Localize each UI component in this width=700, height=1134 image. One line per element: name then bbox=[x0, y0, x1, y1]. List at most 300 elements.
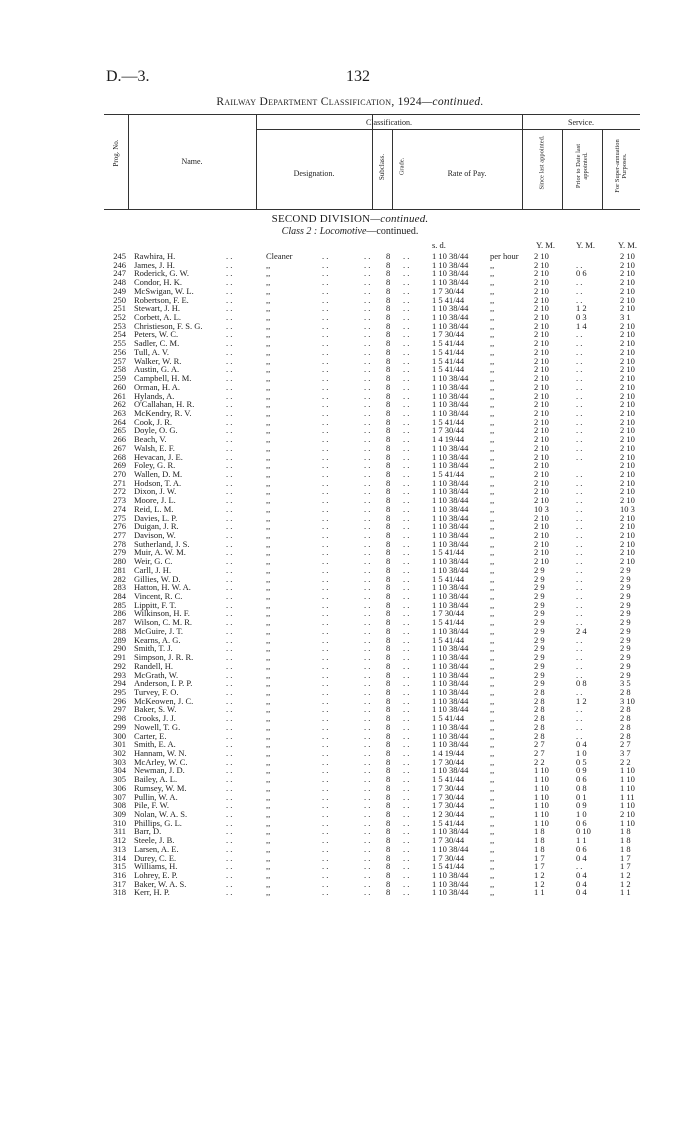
row-leader-dots: . . bbox=[364, 416, 371, 427]
row-prior-to-date: 0 5 bbox=[576, 756, 587, 767]
row-rate: 1 5 41/44 bbox=[432, 634, 465, 645]
row-leader-dots: . . bbox=[364, 364, 371, 375]
row-designation: ,, bbox=[266, 338, 271, 349]
row-leader-dots: . . bbox=[322, 652, 329, 663]
row-rate: 1 10 38/44 bbox=[432, 556, 469, 567]
row-name: Lohrey, E. P. bbox=[134, 870, 178, 881]
row-subclass: 8 bbox=[386, 678, 391, 689]
row-rate: 1 10 38/44 bbox=[432, 591, 469, 602]
row-leader-dots: . . bbox=[403, 451, 410, 462]
row-designation: ,, bbox=[266, 329, 271, 340]
row-subclass: 8 bbox=[386, 547, 391, 558]
row-since-last: 2 10 bbox=[534, 390, 549, 401]
row-superannuation: 1 11 bbox=[620, 791, 635, 802]
row-since-last: 1 7 bbox=[534, 861, 545, 872]
row-since-last: 2 9 bbox=[534, 660, 545, 671]
row-rate-unit: ,, bbox=[490, 451, 495, 462]
row-superannuation: 2 10 bbox=[620, 285, 635, 296]
row-name: Steele, J. B. bbox=[134, 835, 175, 846]
table-row bbox=[0, 461, 700, 470]
row-subclass: 8 bbox=[386, 530, 391, 540]
row-leader-dots: . . bbox=[403, 643, 410, 654]
row-superannuation: 2 10 bbox=[620, 390, 635, 401]
row-name: Austin, G. A. bbox=[134, 364, 180, 375]
row-since-last: 2 9 bbox=[534, 591, 545, 602]
row-leader-dots: . . bbox=[403, 355, 410, 366]
row-superannuation: 2 2 bbox=[620, 756, 631, 767]
row-number: 311 bbox=[113, 826, 126, 837]
table-row bbox=[0, 505, 700, 514]
row-designation: ,, bbox=[266, 870, 271, 881]
row-leader-dots: . . bbox=[322, 268, 329, 279]
table-row bbox=[0, 287, 700, 296]
row-designation: ,, bbox=[266, 259, 271, 270]
table-row bbox=[0, 793, 700, 802]
row-leader-dots: . . bbox=[226, 538, 233, 549]
row-number: 254 bbox=[113, 329, 126, 340]
row-subclass: 8 bbox=[386, 625, 391, 636]
row-leader-dots: . . bbox=[322, 678, 329, 689]
row-leader-dots: . . bbox=[226, 285, 233, 296]
division-name: SECOND DIVISION bbox=[271, 213, 371, 225]
row-superannuation: 2 10 bbox=[620, 294, 635, 305]
row-since-last: 2 8 bbox=[534, 686, 545, 697]
row-number: 299 bbox=[113, 721, 126, 732]
row-leader-dots: . . bbox=[403, 608, 410, 619]
row-prior-to-date: . . bbox=[576, 686, 583, 697]
row-superannuation: 2 10 bbox=[620, 486, 635, 497]
row-superannuation: 2 8 bbox=[620, 721, 631, 732]
row-name: Rumsey, W. M. bbox=[134, 782, 187, 793]
row-rate-unit: ,, bbox=[490, 826, 495, 837]
row-prior-to-date: . . bbox=[576, 399, 583, 410]
row-rate: 1 10 38/44 bbox=[432, 686, 469, 697]
row-subclass: 8 bbox=[386, 468, 391, 479]
row-leader-dots: . . bbox=[364, 338, 371, 349]
row-rate: 1 7 30/44 bbox=[432, 756, 465, 767]
row-rate-unit: ,, bbox=[490, 294, 495, 305]
row-since-last: 2 10 bbox=[534, 277, 549, 288]
row-leader-dots: . . bbox=[322, 870, 329, 881]
row-number: 250 bbox=[113, 294, 126, 305]
row-rate: 1 10 38/44 bbox=[432, 451, 469, 462]
row-superannuation: 2 9 bbox=[620, 634, 631, 645]
row-leader-dots: . . bbox=[403, 782, 410, 793]
row-leader-dots: . . bbox=[322, 259, 329, 270]
row-subclass: 8 bbox=[386, 259, 391, 270]
row-prior-to-date: . . bbox=[576, 643, 583, 654]
row-prior-to-date: . . bbox=[576, 861, 583, 872]
row-leader-dots: . . bbox=[364, 285, 371, 296]
row-rate-unit: ,, bbox=[490, 643, 495, 654]
table-row bbox=[0, 522, 700, 531]
row-rate-unit: ,, bbox=[490, 285, 495, 296]
table-row bbox=[0, 854, 700, 863]
row-leader-dots: . . bbox=[322, 495, 329, 506]
row-leader-dots: . . bbox=[322, 591, 329, 602]
row-leader-dots: . . bbox=[226, 329, 233, 340]
row-rate: 1 7 30/44 bbox=[432, 835, 465, 846]
row-leader-dots: . . bbox=[322, 564, 329, 575]
table-row bbox=[0, 627, 700, 636]
row-leader-dots: . . bbox=[403, 486, 410, 497]
row-number: 288 bbox=[113, 625, 126, 636]
row-leader-dots: . . bbox=[322, 285, 329, 296]
row-name: McKeowen, J. C. bbox=[134, 695, 194, 706]
row-leader-dots: . . bbox=[364, 852, 371, 863]
row-designation: ,, bbox=[266, 407, 271, 418]
row-rate-unit: ,, bbox=[490, 678, 495, 689]
row-rate: 1 10 38/44 bbox=[432, 399, 469, 410]
row-since-last: 1 8 bbox=[534, 835, 545, 846]
row-name: Davies, L. P. bbox=[134, 512, 178, 523]
table-row bbox=[0, 583, 700, 592]
row-rate-unit: ,, bbox=[490, 573, 495, 584]
row-leader-dots: . . bbox=[322, 320, 329, 331]
row-since-last: 1 10 bbox=[534, 765, 549, 776]
row-name: Smith, T. J. bbox=[134, 643, 173, 654]
row-number: 303 bbox=[113, 756, 126, 767]
row-number: 252 bbox=[113, 312, 126, 323]
row-name: Barr, D. bbox=[134, 826, 162, 837]
row-designation: ,, bbox=[266, 617, 271, 628]
row-since-last: 2 8 bbox=[534, 721, 545, 732]
row-since-last: 1 10 bbox=[534, 809, 549, 819]
row-prior-to-date: . . bbox=[576, 355, 583, 366]
row-superannuation: 2 10 bbox=[620, 407, 635, 418]
row-rate: 1 5 41/44 bbox=[432, 416, 465, 427]
row-prior-to-date: 0 8 bbox=[576, 782, 587, 793]
row-rate: 1 7 30/44 bbox=[432, 791, 465, 802]
row-leader-dots: . . bbox=[403, 809, 410, 819]
row-superannuation: 2 9 bbox=[620, 669, 631, 680]
row-name: Pile, F. W. bbox=[134, 800, 169, 811]
row-leader-dots: . . bbox=[403, 774, 410, 785]
table-row bbox=[0, 609, 700, 618]
row-name: Wilson, C. M. R. bbox=[134, 617, 192, 628]
row-rate: 1 10 38/44 bbox=[432, 582, 469, 593]
table-row bbox=[0, 827, 700, 836]
row-leader-dots: . . bbox=[364, 556, 371, 567]
row-designation: ,, bbox=[266, 521, 271, 532]
row-rate: 1 10 38/44 bbox=[432, 660, 469, 671]
row-subclass: 8 bbox=[386, 303, 391, 314]
row-rate-unit: per hour bbox=[490, 251, 519, 261]
row-leader-dots: . . bbox=[403, 843, 410, 854]
row-leader-dots: . . bbox=[403, 338, 410, 349]
row-since-last: 1 10 bbox=[534, 817, 549, 828]
row-leader-dots: . . bbox=[226, 861, 233, 872]
row-designation: ,, bbox=[266, 660, 271, 671]
row-name: Stewart, J. H. bbox=[134, 303, 181, 314]
row-leader-dots: . . bbox=[364, 442, 371, 453]
row-rate: 1 7 30/44 bbox=[432, 608, 465, 619]
row-designation: ,, bbox=[266, 530, 271, 540]
row-superannuation: 2 10 bbox=[620, 259, 635, 270]
row-leader-dots: . . bbox=[403, 390, 410, 401]
row-leader-dots: . . bbox=[403, 503, 410, 514]
row-rate-unit: ,, bbox=[490, 652, 495, 663]
row-name: Roderick, G. W. bbox=[134, 268, 190, 279]
row-leader-dots: . . bbox=[226, 713, 233, 724]
row-leader-dots: . . bbox=[226, 774, 233, 785]
row-since-last: 2 10 bbox=[534, 320, 549, 331]
row-subclass: 8 bbox=[386, 407, 391, 418]
row-leader-dots: . . bbox=[322, 739, 329, 750]
row-leader-dots: . . bbox=[403, 652, 410, 663]
row-name: Moore, J. L. bbox=[134, 495, 176, 506]
row-leader-dots: . . bbox=[403, 303, 410, 314]
row-leader-dots: . . bbox=[226, 704, 233, 715]
row-since-last: 2 10 bbox=[534, 407, 549, 418]
row-leader-dots: . . bbox=[364, 355, 371, 366]
row-leader-dots: . . bbox=[364, 477, 371, 488]
row-leader-dots: . . bbox=[226, 495, 233, 506]
row-leader-dots: . . bbox=[322, 669, 329, 680]
row-prior-to-date: 0 6 bbox=[576, 268, 587, 279]
row-leader-dots: . . bbox=[403, 259, 410, 270]
row-since-last: 2 10 bbox=[534, 434, 549, 445]
row-since-last: 10 3 bbox=[534, 503, 549, 514]
row-leader-dots: . . bbox=[322, 381, 329, 392]
header-classification: Classification. bbox=[366, 118, 412, 127]
row-number: 279 bbox=[113, 547, 126, 558]
row-name: Weir, G. C. bbox=[134, 556, 173, 567]
row-leader-dots: . . bbox=[226, 660, 233, 671]
row-number: 280 bbox=[113, 556, 126, 567]
row-name: Sutherland, J. S. bbox=[134, 538, 190, 549]
row-leader-dots: . . bbox=[322, 608, 329, 619]
row-number: 258 bbox=[113, 364, 126, 375]
row-number: 295 bbox=[113, 686, 126, 697]
table-header bbox=[104, 114, 640, 210]
row-leader-dots: . . bbox=[364, 704, 371, 715]
row-prior-to-date: 0 4 bbox=[576, 852, 587, 863]
row-leader-dots: . . bbox=[403, 704, 410, 715]
table-row bbox=[0, 479, 700, 488]
row-designation: ,, bbox=[266, 721, 271, 732]
row-prior-to-date: 0 9 bbox=[576, 800, 587, 811]
row-number: 282 bbox=[113, 573, 126, 584]
row-superannuation: 2 10 bbox=[620, 416, 635, 427]
row-number: 306 bbox=[113, 782, 126, 793]
row-designation: ,, bbox=[266, 713, 271, 724]
row-leader-dots: . . bbox=[226, 730, 233, 741]
row-leader-dots: . . bbox=[364, 878, 371, 889]
row-since-last: 2 10 bbox=[534, 399, 549, 410]
row-name: Crooks, J. J. bbox=[134, 713, 176, 724]
row-superannuation: 1 7 bbox=[620, 861, 631, 872]
row-designation: ,, bbox=[266, 503, 271, 514]
row-designation: ,, bbox=[266, 599, 271, 610]
row-leader-dots: . . bbox=[322, 800, 329, 811]
row-since-last: 2 10 bbox=[534, 477, 549, 488]
row-rate: 1 10 38/44 bbox=[432, 259, 469, 270]
row-name: Hevacan, J. E. bbox=[134, 451, 183, 462]
row-rate-unit: ,, bbox=[490, 416, 495, 427]
row-superannuation: 2 10 bbox=[620, 268, 635, 279]
row-number: 304 bbox=[113, 765, 126, 776]
row-superannuation: 10 3 bbox=[620, 503, 635, 514]
row-name: Hodson, T. A. bbox=[134, 477, 182, 488]
row-leader-dots: . . bbox=[226, 460, 233, 471]
row-leader-dots: . . bbox=[364, 826, 371, 837]
row-name: Walsh, E. F. bbox=[134, 442, 175, 453]
table-row bbox=[0, 671, 700, 680]
row-leader-dots: . . bbox=[226, 756, 233, 767]
row-subclass: 8 bbox=[386, 477, 391, 488]
row-rate-unit: ,, bbox=[490, 486, 495, 497]
row-leader-dots: . . bbox=[403, 582, 410, 593]
row-superannuation: 2 9 bbox=[620, 591, 631, 602]
row-designation: ,, bbox=[266, 591, 271, 602]
row-leader-dots: . . bbox=[226, 303, 233, 314]
row-leader-dots: . . bbox=[403, 407, 410, 418]
row-designation: ,, bbox=[266, 695, 271, 706]
row-leader-dots: . . bbox=[226, 486, 233, 497]
row-rate-unit: ,, bbox=[490, 495, 495, 506]
row-leader-dots: . . bbox=[364, 407, 371, 418]
row-leader-dots: . . bbox=[364, 617, 371, 628]
row-subclass: 8 bbox=[386, 338, 391, 349]
row-leader-dots: . . bbox=[322, 303, 329, 314]
row-leader-dots: . . bbox=[322, 442, 329, 453]
row-since-last: 1 10 bbox=[534, 782, 549, 793]
row-superannuation: 2 10 bbox=[620, 346, 635, 357]
row-name: Robertson, F. E. bbox=[134, 294, 189, 305]
row-leader-dots: . . bbox=[364, 660, 371, 671]
row-leader-dots: . . bbox=[322, 774, 329, 785]
row-subclass: 8 bbox=[386, 809, 391, 819]
row-name: Kearns, A. G. bbox=[134, 634, 181, 645]
table-row bbox=[0, 714, 700, 723]
row-rate-unit: ,, bbox=[490, 277, 495, 288]
row-rate-unit: ,, bbox=[490, 817, 495, 828]
row-rate: 1 10 38/44 bbox=[432, 381, 469, 392]
row-since-last: 2 9 bbox=[534, 678, 545, 689]
class-heading bbox=[0, 226, 700, 237]
row-designation: ,, bbox=[266, 800, 271, 811]
row-leader-dots: . . bbox=[403, 756, 410, 767]
row-since-last: 2 10 bbox=[534, 268, 549, 279]
row-since-last: 2 10 bbox=[534, 364, 549, 375]
row-subclass: 8 bbox=[386, 800, 391, 811]
row-rate-unit: ,, bbox=[490, 320, 495, 331]
row-leader-dots: . . bbox=[364, 451, 371, 462]
row-number: 262 bbox=[113, 399, 126, 410]
row-since-last: 2 10 bbox=[534, 451, 549, 462]
row-designation: ,, bbox=[266, 817, 271, 828]
row-designation: ,, bbox=[266, 468, 271, 479]
row-leader-dots: . . bbox=[364, 434, 371, 445]
row-name: Walker, W. R. bbox=[134, 355, 182, 366]
row-prior-to-date: . . bbox=[576, 277, 583, 288]
row-leader-dots: . . bbox=[226, 817, 233, 828]
row-since-last: 1 1 bbox=[534, 887, 545, 898]
row-subclass: 8 bbox=[386, 442, 391, 453]
row-number: 277 bbox=[113, 530, 126, 540]
header-designation: Designation. bbox=[293, 169, 335, 178]
row-since-last: 2 10 bbox=[534, 416, 549, 427]
row-designation: ,, bbox=[266, 756, 271, 767]
row-since-last: 2 9 bbox=[534, 625, 545, 636]
row-designation: ,, bbox=[266, 573, 271, 584]
row-designation: ,, bbox=[266, 556, 271, 567]
row-number: 271 bbox=[113, 477, 126, 488]
row-designation: ,, bbox=[266, 878, 271, 889]
row-designation: ,, bbox=[266, 381, 271, 392]
row-rate: 1 7 30/44 bbox=[432, 425, 465, 436]
row-subclass: 8 bbox=[386, 634, 391, 645]
row-rate: 1 5 41/44 bbox=[432, 355, 465, 366]
row-prior-to-date: . . bbox=[576, 582, 583, 593]
row-rate: 1 10 38/44 bbox=[432, 669, 469, 680]
row-leader-dots: . . bbox=[403, 826, 410, 837]
row-name: Corbett, A. L. bbox=[134, 312, 181, 323]
row-since-last: 2 10 bbox=[534, 381, 549, 392]
table-row bbox=[0, 601, 700, 610]
row-rate: 1 2 30/44 bbox=[432, 809, 465, 819]
row-since-last: 2 10 bbox=[534, 312, 549, 323]
row-prior-to-date: 1 4 bbox=[576, 320, 587, 331]
row-since-last: 2 10 bbox=[534, 338, 549, 349]
row-rate: 1 10 38/44 bbox=[432, 765, 469, 776]
row-leader-dots: . . bbox=[226, 739, 233, 750]
table-row bbox=[0, 679, 700, 688]
row-rate-unit: ,, bbox=[490, 530, 495, 540]
row-designation: ,, bbox=[266, 451, 271, 462]
row-leader-dots: . . bbox=[226, 442, 233, 453]
row-leader-dots: . . bbox=[322, 791, 329, 802]
row-prior-to-date: 1 0 bbox=[576, 747, 587, 758]
row-designation: ,, bbox=[266, 774, 271, 785]
row-rate: 1 4 19/44 bbox=[432, 434, 465, 445]
row-leader-dots: . . bbox=[226, 477, 233, 488]
row-leader-dots: . . bbox=[322, 713, 329, 724]
row-leader-dots: . . bbox=[364, 730, 371, 741]
row-rate-unit: ,, bbox=[490, 800, 495, 811]
row-since-last: 2 10 bbox=[534, 538, 549, 549]
row-designation: ,, bbox=[266, 582, 271, 593]
row-leader-dots: . . bbox=[322, 809, 329, 819]
row-leader-dots: . . bbox=[403, 817, 410, 828]
row-number: 259 bbox=[113, 373, 126, 384]
row-subclass: 8 bbox=[386, 608, 391, 619]
row-subclass: 8 bbox=[386, 320, 391, 331]
row-rate-unit: ,, bbox=[490, 843, 495, 854]
row-since-last: 2 9 bbox=[534, 643, 545, 654]
row-name: Larsen, A. E. bbox=[134, 843, 179, 854]
row-number: 298 bbox=[113, 713, 126, 724]
row-name: Christieson, F. S. G. bbox=[134, 320, 203, 331]
row-rate-unit: ,, bbox=[490, 660, 495, 671]
row-leader-dots: . . bbox=[403, 416, 410, 427]
row-subclass: 8 bbox=[386, 774, 391, 785]
row-since-last: 1 8 bbox=[534, 826, 545, 837]
row-rate: 1 10 38/44 bbox=[432, 460, 469, 471]
row-rate-unit: ,, bbox=[490, 312, 495, 323]
row-leader-dots: . . bbox=[226, 530, 233, 540]
row-number: 287 bbox=[113, 617, 126, 628]
row-leader-dots: . . bbox=[226, 791, 233, 802]
row-leader-dots: . . bbox=[364, 251, 371, 261]
rate-units: s. d. bbox=[432, 240, 446, 250]
row-superannuation: 2 9 bbox=[620, 625, 631, 636]
row-superannuation: 1 8 bbox=[620, 826, 631, 837]
row-rate-unit: ,, bbox=[490, 477, 495, 488]
row-since-last: 2 10 bbox=[534, 556, 549, 567]
row-rate-unit: ,, bbox=[490, 364, 495, 375]
